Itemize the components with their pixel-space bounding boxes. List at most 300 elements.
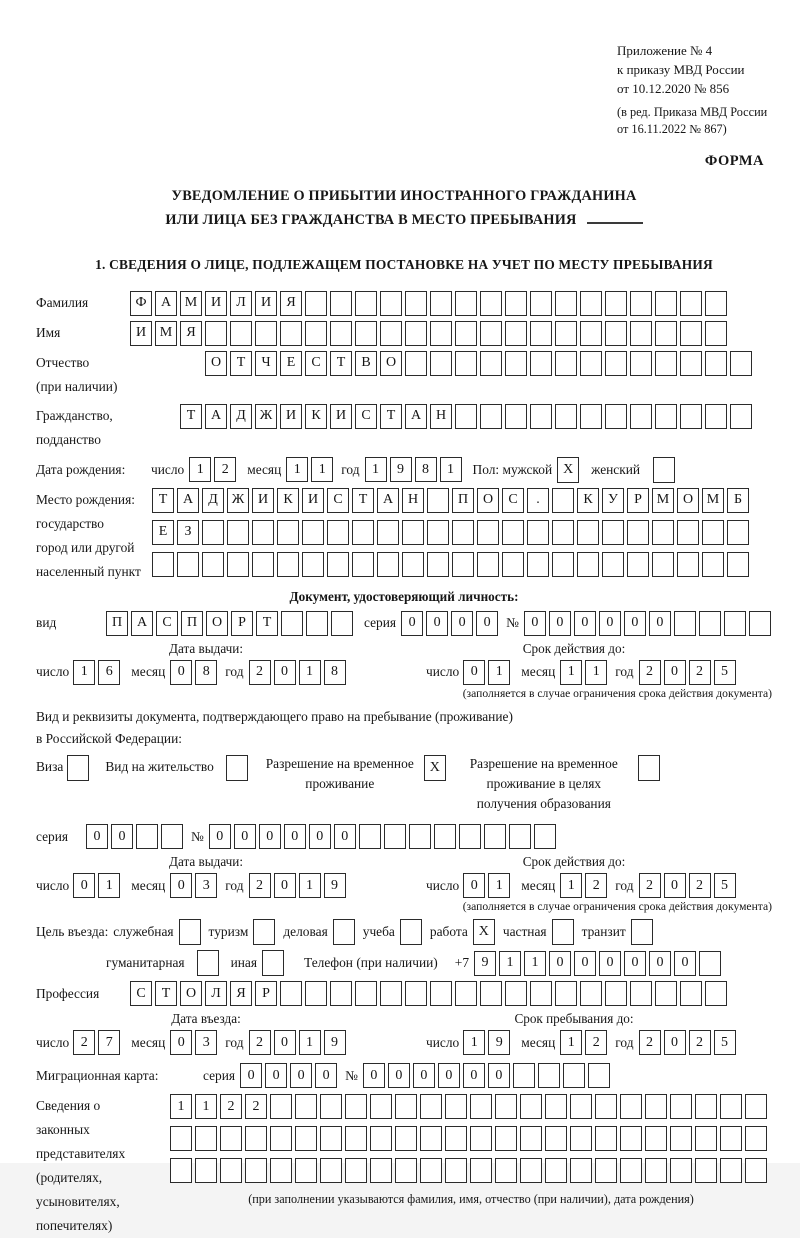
char-box[interactable]: А bbox=[131, 611, 153, 636]
char-box[interactable] bbox=[505, 404, 527, 429]
char-box[interactable] bbox=[395, 1126, 417, 1151]
char-box[interactable] bbox=[405, 981, 427, 1006]
purpose-other-checkbox[interactable] bbox=[262, 950, 284, 976]
char-box[interactable]: 0 bbox=[86, 824, 108, 849]
char-box[interactable]: 0 bbox=[234, 824, 256, 849]
char-box[interactable] bbox=[702, 552, 724, 577]
char-box[interactable] bbox=[505, 321, 527, 346]
char-box[interactable]: 0 bbox=[488, 1063, 510, 1088]
char-box[interactable]: 2 bbox=[249, 660, 271, 685]
char-box[interactable] bbox=[745, 1094, 767, 1119]
char-box[interactable] bbox=[505, 351, 527, 376]
char-box[interactable] bbox=[645, 1126, 667, 1151]
char-box[interactable] bbox=[580, 404, 602, 429]
char-box[interactable] bbox=[152, 552, 174, 577]
char-box[interactable] bbox=[545, 1126, 567, 1151]
char-box[interactable]: 1 bbox=[299, 873, 321, 898]
char-box[interactable]: С bbox=[327, 488, 349, 513]
sex-male-checkbox[interactable]: X bbox=[557, 457, 579, 483]
char-box[interactable] bbox=[302, 520, 324, 545]
char-box[interactable] bbox=[331, 611, 353, 636]
char-box[interactable] bbox=[452, 552, 474, 577]
char-box[interactable]: 5 bbox=[714, 1030, 736, 1055]
char-box[interactable]: 0 bbox=[274, 873, 296, 898]
char-box[interactable] bbox=[177, 552, 199, 577]
char-box[interactable] bbox=[227, 520, 249, 545]
char-box[interactable] bbox=[430, 981, 452, 1006]
char-box[interactable] bbox=[505, 981, 527, 1006]
char-box[interactable] bbox=[555, 404, 577, 429]
char-box[interactable]: 2 bbox=[249, 1030, 271, 1055]
char-box[interactable]: Л bbox=[230, 291, 252, 316]
char-box[interactable] bbox=[445, 1158, 467, 1183]
char-box[interactable] bbox=[459, 824, 481, 849]
char-box[interactable]: М bbox=[155, 321, 177, 346]
char-box[interactable] bbox=[320, 1126, 342, 1151]
char-box[interactable] bbox=[255, 321, 277, 346]
char-box[interactable]: 0 bbox=[274, 1030, 296, 1055]
char-box[interactable] bbox=[202, 552, 224, 577]
char-box[interactable]: 1 bbox=[560, 1030, 582, 1055]
char-box[interactable]: Т bbox=[352, 488, 374, 513]
char-box[interactable] bbox=[270, 1126, 292, 1151]
char-box[interactable] bbox=[380, 321, 402, 346]
char-box[interactable]: 0 bbox=[426, 611, 448, 636]
char-box[interactable]: 0 bbox=[549, 951, 571, 976]
char-box[interactable] bbox=[555, 291, 577, 316]
char-box[interactable] bbox=[513, 1063, 535, 1088]
char-box[interactable]: 2 bbox=[689, 660, 711, 685]
char-box[interactable]: 1 bbox=[560, 660, 582, 685]
char-box[interactable]: Ч bbox=[255, 351, 277, 376]
char-box[interactable]: 1 bbox=[585, 660, 607, 685]
char-box[interactable]: И bbox=[130, 321, 152, 346]
char-box[interactable]: Т bbox=[152, 488, 174, 513]
char-box[interactable] bbox=[295, 1158, 317, 1183]
char-box[interactable] bbox=[538, 1063, 560, 1088]
char-box[interactable]: 9 bbox=[390, 457, 412, 482]
char-box[interactable]: И bbox=[255, 291, 277, 316]
char-box[interactable] bbox=[370, 1094, 392, 1119]
char-box[interactable]: Н bbox=[430, 404, 452, 429]
char-box[interactable]: Т bbox=[155, 981, 177, 1006]
char-box[interactable] bbox=[370, 1158, 392, 1183]
char-box[interactable]: 8 bbox=[324, 660, 346, 685]
char-box[interactable] bbox=[745, 1158, 767, 1183]
sex-female-checkbox[interactable] bbox=[653, 457, 675, 483]
char-box[interactable]: А bbox=[205, 404, 227, 429]
char-box[interactable]: 0 bbox=[463, 873, 485, 898]
char-box[interactable]: Е bbox=[152, 520, 174, 545]
char-box[interactable]: 1 bbox=[299, 660, 321, 685]
char-box[interactable] bbox=[305, 981, 327, 1006]
char-box[interactable]: 2 bbox=[249, 873, 271, 898]
char-box[interactable] bbox=[355, 321, 377, 346]
char-box[interactable] bbox=[630, 321, 652, 346]
char-box[interactable]: Б bbox=[727, 488, 749, 513]
char-box[interactable] bbox=[570, 1158, 592, 1183]
char-box[interactable]: 2 bbox=[73, 1030, 95, 1055]
char-box[interactable] bbox=[277, 520, 299, 545]
char-box[interactable] bbox=[527, 552, 549, 577]
char-box[interactable]: 9 bbox=[324, 1030, 346, 1055]
char-box[interactable] bbox=[170, 1158, 192, 1183]
char-box[interactable]: 2 bbox=[220, 1094, 242, 1119]
char-box[interactable] bbox=[655, 351, 677, 376]
char-box[interactable] bbox=[136, 824, 158, 849]
char-box[interactable] bbox=[384, 824, 406, 849]
purpose-tourism-checkbox[interactable] bbox=[253, 919, 275, 945]
char-box[interactable] bbox=[645, 1158, 667, 1183]
char-box[interactable] bbox=[455, 404, 477, 429]
char-box[interactable] bbox=[270, 1158, 292, 1183]
char-box[interactable]: 0 bbox=[476, 611, 498, 636]
char-box[interactable]: А bbox=[155, 291, 177, 316]
char-box[interactable] bbox=[355, 981, 377, 1006]
char-box[interactable]: П bbox=[106, 611, 128, 636]
char-box[interactable]: Я bbox=[180, 321, 202, 346]
purpose-business-checkbox[interactable] bbox=[333, 919, 355, 945]
char-box[interactable]: С bbox=[130, 981, 152, 1006]
char-box[interactable] bbox=[680, 351, 702, 376]
char-box[interactable]: 1 bbox=[189, 457, 211, 482]
char-box[interactable]: 0 bbox=[315, 1063, 337, 1088]
option-temp-residence-education-checkbox[interactable] bbox=[638, 755, 660, 781]
char-box[interactable] bbox=[377, 552, 399, 577]
char-box[interactable] bbox=[652, 520, 674, 545]
char-box[interactable] bbox=[580, 321, 602, 346]
char-box[interactable]: Ф bbox=[130, 291, 152, 316]
char-box[interactable] bbox=[252, 552, 274, 577]
char-box[interactable]: С bbox=[156, 611, 178, 636]
char-box[interactable] bbox=[245, 1126, 267, 1151]
char-box[interactable] bbox=[570, 1094, 592, 1119]
char-box[interactable]: З bbox=[177, 520, 199, 545]
char-box[interactable] bbox=[605, 351, 627, 376]
char-box[interactable] bbox=[705, 981, 727, 1006]
char-box[interactable] bbox=[380, 291, 402, 316]
char-box[interactable] bbox=[699, 951, 721, 976]
char-box[interactable]: 0 bbox=[674, 951, 696, 976]
char-box[interactable] bbox=[588, 1063, 610, 1088]
char-box[interactable] bbox=[427, 488, 449, 513]
char-box[interactable] bbox=[420, 1158, 442, 1183]
char-box[interactable]: И bbox=[302, 488, 324, 513]
char-box[interactable]: 3 bbox=[195, 873, 217, 898]
option-temp-residence-checkbox[interactable]: X bbox=[424, 755, 446, 781]
char-box[interactable] bbox=[563, 1063, 585, 1088]
char-box[interactable]: О bbox=[205, 351, 227, 376]
char-box[interactable]: М bbox=[180, 291, 202, 316]
char-box[interactable]: 7 bbox=[98, 1030, 120, 1055]
char-box[interactable] bbox=[220, 1158, 242, 1183]
char-box[interactable] bbox=[620, 1126, 642, 1151]
char-box[interactable]: 0 bbox=[170, 873, 192, 898]
char-box[interactable] bbox=[470, 1094, 492, 1119]
char-box[interactable] bbox=[302, 552, 324, 577]
char-box[interactable] bbox=[655, 404, 677, 429]
char-box[interactable] bbox=[602, 552, 624, 577]
char-box[interactable] bbox=[705, 404, 727, 429]
char-box[interactable]: 0 bbox=[664, 873, 686, 898]
char-box[interactable] bbox=[330, 981, 352, 1006]
char-box[interactable]: Д bbox=[230, 404, 252, 429]
char-box[interactable] bbox=[445, 1094, 467, 1119]
char-box[interactable]: 0 bbox=[111, 824, 133, 849]
char-box[interactable]: 1 bbox=[286, 457, 308, 482]
char-box[interactable] bbox=[409, 824, 431, 849]
char-box[interactable] bbox=[705, 351, 727, 376]
char-box[interactable] bbox=[555, 321, 577, 346]
char-box[interactable] bbox=[220, 1126, 242, 1151]
char-box[interactable] bbox=[495, 1158, 517, 1183]
char-box[interactable] bbox=[502, 552, 524, 577]
option-residence-permit-checkbox[interactable] bbox=[226, 755, 248, 781]
char-box[interactable]: О bbox=[677, 488, 699, 513]
char-box[interactable]: 2 bbox=[639, 1030, 661, 1055]
char-box[interactable] bbox=[570, 1126, 592, 1151]
char-box[interactable] bbox=[705, 321, 727, 346]
option-visa-checkbox[interactable] bbox=[67, 755, 89, 781]
char-box[interactable]: 1 bbox=[440, 457, 462, 482]
char-box[interactable]: 0 bbox=[309, 824, 331, 849]
char-box[interactable] bbox=[530, 404, 552, 429]
char-box[interactable] bbox=[630, 404, 652, 429]
char-box[interactable]: И bbox=[252, 488, 274, 513]
char-box[interactable] bbox=[627, 520, 649, 545]
char-box[interactable] bbox=[195, 1126, 217, 1151]
char-box[interactable] bbox=[502, 520, 524, 545]
char-box[interactable] bbox=[520, 1126, 542, 1151]
char-box[interactable]: 0 bbox=[574, 611, 596, 636]
char-box[interactable]: 5 bbox=[714, 873, 736, 898]
char-box[interactable]: О bbox=[380, 351, 402, 376]
char-box[interactable]: П bbox=[181, 611, 203, 636]
char-box[interactable]: . bbox=[527, 488, 549, 513]
char-box[interactable]: 0 bbox=[170, 660, 192, 685]
char-box[interactable] bbox=[530, 291, 552, 316]
char-box[interactable] bbox=[345, 1094, 367, 1119]
char-box[interactable] bbox=[295, 1126, 317, 1151]
char-box[interactable] bbox=[395, 1094, 417, 1119]
char-box[interactable]: 0 bbox=[649, 951, 671, 976]
char-box[interactable] bbox=[470, 1158, 492, 1183]
char-box[interactable] bbox=[670, 1126, 692, 1151]
char-box[interactable] bbox=[605, 404, 627, 429]
char-box[interactable]: У bbox=[602, 488, 624, 513]
char-box[interactable]: 1 bbox=[170, 1094, 192, 1119]
char-box[interactable] bbox=[480, 981, 502, 1006]
char-box[interactable]: 0 bbox=[664, 1030, 686, 1055]
char-box[interactable]: 0 bbox=[574, 951, 596, 976]
char-box[interactable] bbox=[655, 321, 677, 346]
char-box[interactable] bbox=[580, 981, 602, 1006]
char-box[interactable] bbox=[580, 351, 602, 376]
char-box[interactable]: 0 bbox=[664, 660, 686, 685]
char-box[interactable] bbox=[680, 981, 702, 1006]
char-box[interactable]: Н bbox=[402, 488, 424, 513]
char-box[interactable]: 0 bbox=[284, 824, 306, 849]
char-box[interactable] bbox=[420, 1094, 442, 1119]
char-box[interactable] bbox=[405, 321, 427, 346]
char-box[interactable] bbox=[405, 291, 427, 316]
char-box[interactable] bbox=[230, 321, 252, 346]
char-box[interactable]: И bbox=[280, 404, 302, 429]
char-box[interactable]: Ж bbox=[255, 404, 277, 429]
char-box[interactable] bbox=[306, 611, 328, 636]
char-box[interactable] bbox=[645, 1094, 667, 1119]
char-box[interactable]: Д bbox=[202, 488, 224, 513]
char-box[interactable]: Е bbox=[280, 351, 302, 376]
char-box[interactable] bbox=[695, 1158, 717, 1183]
char-box[interactable]: 0 bbox=[274, 660, 296, 685]
char-box[interactable]: Я bbox=[230, 981, 252, 1006]
char-box[interactable]: 0 bbox=[463, 1063, 485, 1088]
char-box[interactable] bbox=[170, 1126, 192, 1151]
char-box[interactable] bbox=[281, 611, 303, 636]
char-box[interactable] bbox=[577, 520, 599, 545]
char-box[interactable]: В bbox=[355, 351, 377, 376]
char-box[interactable] bbox=[699, 611, 721, 636]
char-box[interactable]: Ж bbox=[227, 488, 249, 513]
char-box[interactable]: Р bbox=[231, 611, 253, 636]
char-box[interactable] bbox=[434, 824, 456, 849]
char-box[interactable]: 0 bbox=[265, 1063, 287, 1088]
char-box[interactable] bbox=[477, 520, 499, 545]
char-box[interactable]: К bbox=[277, 488, 299, 513]
char-box[interactable] bbox=[727, 520, 749, 545]
char-box[interactable] bbox=[495, 1126, 517, 1151]
char-box[interactable] bbox=[270, 1094, 292, 1119]
char-box[interactable]: П bbox=[452, 488, 474, 513]
char-box[interactable]: 0 bbox=[624, 611, 646, 636]
char-box[interactable] bbox=[655, 291, 677, 316]
char-box[interactable]: 1 bbox=[499, 951, 521, 976]
char-box[interactable]: М bbox=[652, 488, 674, 513]
char-box[interactable]: А bbox=[377, 488, 399, 513]
char-box[interactable] bbox=[620, 1094, 642, 1119]
char-box[interactable] bbox=[327, 552, 349, 577]
char-box[interactable] bbox=[327, 520, 349, 545]
char-box[interactable]: 9 bbox=[324, 873, 346, 898]
char-box[interactable] bbox=[720, 1126, 742, 1151]
char-box[interactable]: О bbox=[180, 981, 202, 1006]
char-box[interactable]: 1 bbox=[299, 1030, 321, 1055]
char-box[interactable] bbox=[545, 1158, 567, 1183]
char-box[interactable]: С bbox=[305, 351, 327, 376]
char-box[interactable] bbox=[680, 404, 702, 429]
char-box[interactable]: 0 bbox=[73, 873, 95, 898]
char-box[interactable]: Р bbox=[255, 981, 277, 1006]
char-box[interactable] bbox=[330, 321, 352, 346]
char-box[interactable] bbox=[455, 351, 477, 376]
char-box[interactable]: 0 bbox=[549, 611, 571, 636]
char-box[interactable]: С bbox=[355, 404, 377, 429]
char-box[interactable]: 1 bbox=[195, 1094, 217, 1119]
char-box[interactable]: 2 bbox=[639, 873, 661, 898]
char-box[interactable] bbox=[395, 1158, 417, 1183]
char-box[interactable] bbox=[605, 291, 627, 316]
char-box[interactable]: 0 bbox=[599, 951, 621, 976]
char-box[interactable]: 3 bbox=[195, 1030, 217, 1055]
char-box[interactable] bbox=[295, 1094, 317, 1119]
char-box[interactable] bbox=[402, 552, 424, 577]
char-box[interactable]: Т bbox=[180, 404, 202, 429]
char-box[interactable] bbox=[345, 1126, 367, 1151]
char-box[interactable] bbox=[530, 321, 552, 346]
char-box[interactable] bbox=[480, 291, 502, 316]
char-box[interactable] bbox=[745, 1126, 767, 1151]
char-box[interactable] bbox=[605, 981, 627, 1006]
char-box[interactable]: Р bbox=[627, 488, 649, 513]
char-box[interactable] bbox=[252, 520, 274, 545]
char-box[interactable] bbox=[470, 1126, 492, 1151]
char-box[interactable]: 0 bbox=[170, 1030, 192, 1055]
purpose-work-checkbox[interactable]: X bbox=[473, 919, 495, 945]
char-box[interactable]: 2 bbox=[639, 660, 661, 685]
char-box[interactable] bbox=[345, 1158, 367, 1183]
char-box[interactable]: 0 bbox=[363, 1063, 385, 1088]
char-box[interactable]: 0 bbox=[649, 611, 671, 636]
char-box[interactable] bbox=[280, 981, 302, 1006]
char-box[interactable]: 2 bbox=[214, 457, 236, 482]
char-box[interactable] bbox=[595, 1158, 617, 1183]
char-box[interactable] bbox=[520, 1094, 542, 1119]
char-box[interactable]: О bbox=[477, 488, 499, 513]
char-box[interactable] bbox=[495, 1094, 517, 1119]
char-box[interactable] bbox=[630, 351, 652, 376]
char-box[interactable] bbox=[595, 1126, 617, 1151]
char-box[interactable]: 0 bbox=[290, 1063, 312, 1088]
char-box[interactable] bbox=[555, 351, 577, 376]
char-box[interactable] bbox=[545, 1094, 567, 1119]
char-box[interactable]: 9 bbox=[474, 951, 496, 976]
char-box[interactable] bbox=[455, 321, 477, 346]
char-box[interactable] bbox=[677, 520, 699, 545]
char-box[interactable] bbox=[352, 520, 374, 545]
char-box[interactable] bbox=[330, 291, 352, 316]
char-box[interactable] bbox=[677, 552, 699, 577]
char-box[interactable] bbox=[452, 520, 474, 545]
char-box[interactable]: 2 bbox=[689, 873, 711, 898]
char-box[interactable] bbox=[430, 351, 452, 376]
char-box[interactable] bbox=[655, 981, 677, 1006]
char-box[interactable]: 1 bbox=[488, 873, 510, 898]
char-box[interactable] bbox=[305, 291, 327, 316]
char-box[interactable]: 1 bbox=[98, 873, 120, 898]
char-box[interactable] bbox=[420, 1126, 442, 1151]
char-box[interactable] bbox=[602, 520, 624, 545]
char-box[interactable] bbox=[749, 611, 771, 636]
char-box[interactable] bbox=[370, 1126, 392, 1151]
char-box[interactable]: 0 bbox=[438, 1063, 460, 1088]
char-box[interactable]: Л bbox=[205, 981, 227, 1006]
char-box[interactable] bbox=[427, 520, 449, 545]
char-box[interactable] bbox=[227, 552, 249, 577]
char-box[interactable]: 0 bbox=[524, 611, 546, 636]
char-box[interactable] bbox=[427, 552, 449, 577]
char-box[interactable]: 0 bbox=[401, 611, 423, 636]
char-box[interactable] bbox=[680, 291, 702, 316]
char-box[interactable] bbox=[205, 321, 227, 346]
char-box[interactable] bbox=[680, 321, 702, 346]
char-box[interactable]: 2 bbox=[585, 1030, 607, 1055]
char-box[interactable]: И bbox=[205, 291, 227, 316]
char-box[interactable]: А bbox=[177, 488, 199, 513]
char-box[interactable] bbox=[509, 824, 531, 849]
char-box[interactable] bbox=[605, 321, 627, 346]
char-box[interactable] bbox=[195, 1158, 217, 1183]
